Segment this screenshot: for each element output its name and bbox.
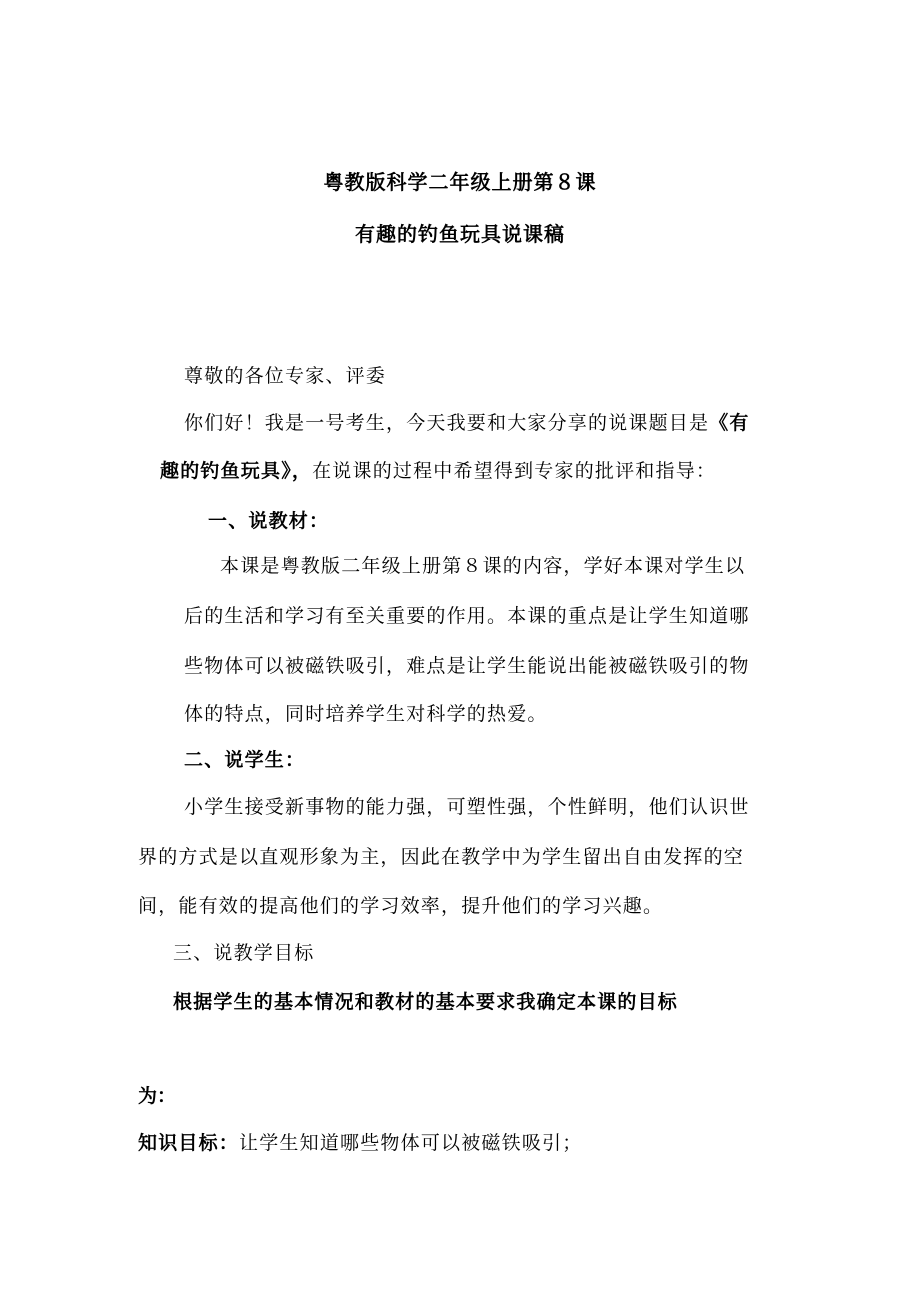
paragraph-line: 小学生接受新事物的能力强，可塑性强，个性鲜明，他们认识世 xyxy=(184,796,750,818)
document-subtitle: 有趣的钓鱼玩具说课稿 xyxy=(355,222,565,246)
section-heading-textbook: 一、说教材： xyxy=(208,510,330,532)
knowledge-objective-text: 让学生知道哪些物体可以被磁铁吸引； xyxy=(239,1132,583,1154)
document-title: 粤教版科学二年级上册第８课 xyxy=(323,170,597,194)
intro-text: 你们好！我是一号考生，今天我要和大家分享的说课题目是 xyxy=(184,412,710,434)
course-title-bold: 《有 xyxy=(709,412,750,434)
intro-line-2 xyxy=(160,462,716,481)
paragraph-line: 些物体可以被磁铁吸引，难点是让学生能说出能被磁铁吸引的物 xyxy=(184,655,750,677)
paragraph-line: 后的生活和学习有至关重要的作用。本课的重点是让学生知道哪 xyxy=(184,605,750,627)
knowledge-objective-label: 知识目标： xyxy=(138,1132,240,1154)
objectives-intro-continued: 为： xyxy=(138,1085,177,1107)
section-heading-objectives: 三、说教学目标 xyxy=(173,942,315,964)
paragraph-line: 本课是粤教版二年级上册第８课的内容，学好本课对学生以 xyxy=(220,555,746,577)
objectives-intro: 根据学生的基本情况和教材的基本要求我确定本课的目标 xyxy=(173,991,679,1013)
paragraph-line: 间，能有效的提高他们的学习效率，提升他们的学习兴趣。 xyxy=(138,895,664,917)
intro-text: 在说课的过程中希望得到专家的批评和指导： xyxy=(312,460,717,482)
paragraph-line: 界的方式是以直观形象为主，因此在教学中为学生留出自由发挥的空 xyxy=(138,846,745,868)
knowledge-objective xyxy=(138,1134,582,1153)
greeting-address: 尊敬的各位专家、评委 xyxy=(184,365,387,387)
intro-line-1 xyxy=(184,414,750,433)
paragraph-line: 体的特点，同时培养学生对科学的热爱。 xyxy=(184,703,548,725)
section-heading-students: 二、说学生： xyxy=(184,749,306,771)
course-title-bold: 趣的钓鱼玩具》， xyxy=(160,460,313,482)
